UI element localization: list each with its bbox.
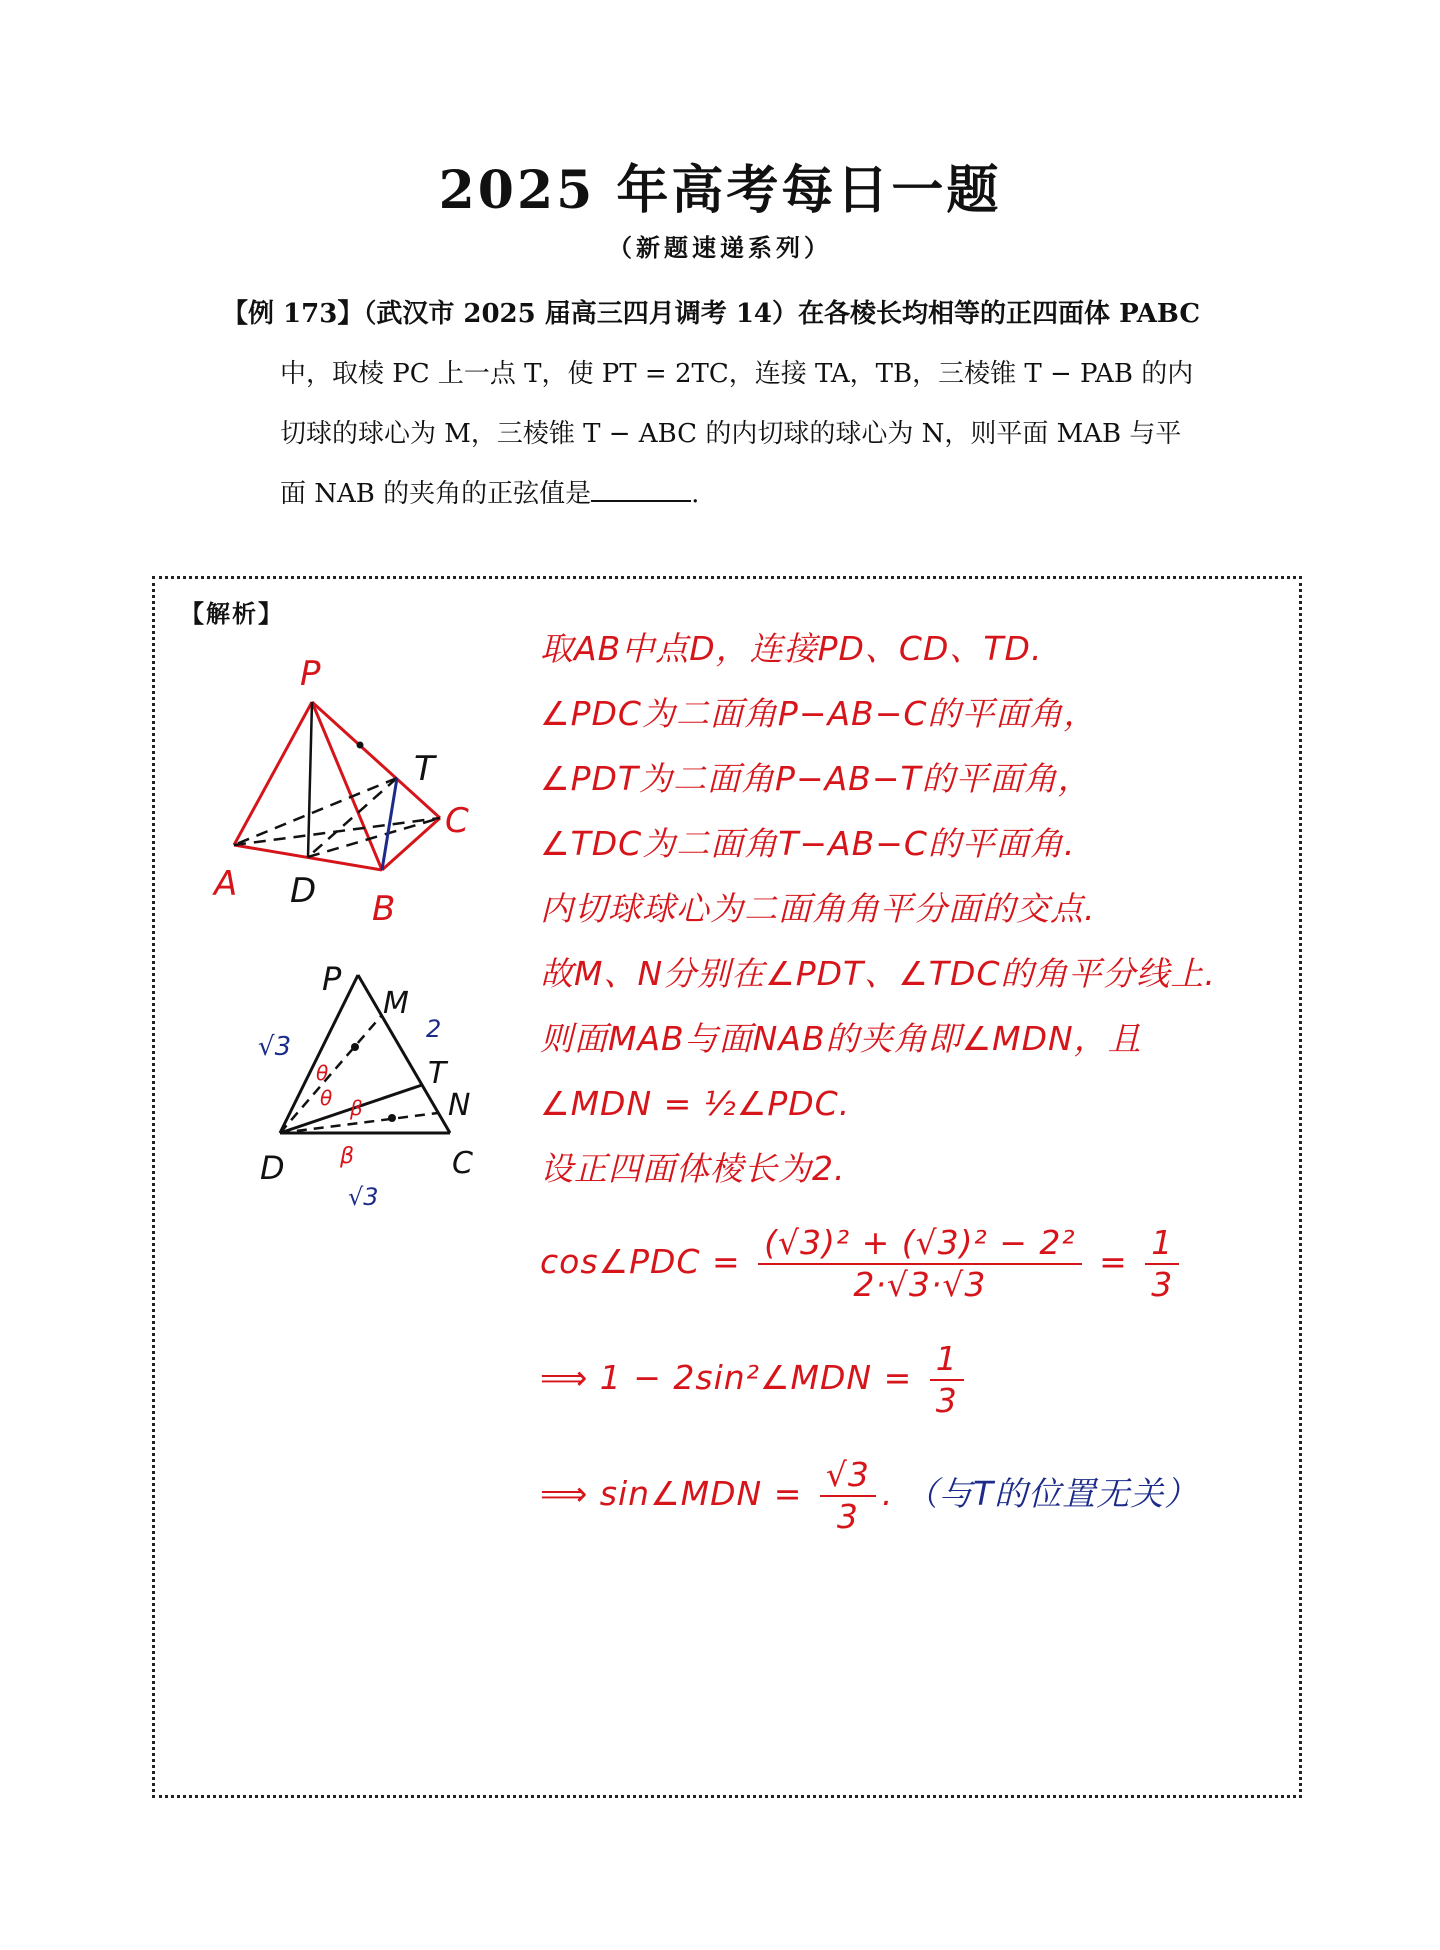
cos-equation: [540, 1207, 1300, 1317]
solution-label: 【解析】: [180, 599, 284, 628]
label-t: T: [414, 749, 435, 789]
label-a: A: [214, 864, 238, 904]
angle-theta-1: θ: [316, 1061, 329, 1085]
step-3-num: √3: [820, 1455, 876, 1497]
label-p: P: [300, 654, 321, 694]
solution-line-7: 则面MAB与面NAB的夹角即∠MDN，且: [540, 1019, 1142, 1058]
page-title: 2025 年高考每日一题: [438, 160, 1002, 221]
cos-result: [1145, 1223, 1179, 1305]
cos-denominator: 2·√3·√3: [853, 1264, 987, 1304]
handwritten-solution: [540, 616, 1300, 1549]
label-m: M: [383, 986, 409, 1021]
point-m: [351, 1043, 359, 1051]
problem-line-4-text: 面 NAB 的夹角的正弦值是: [280, 479, 592, 509]
problem-line-3: 切球的球心为 M，三棱锥 T − ABC 的内切球的球心为 N，则平面 MAB 与平: [280, 419, 1182, 449]
point-mark: [357, 742, 364, 749]
solution-line-4: ∠TDC为二面角T−AB−C的平面角.: [540, 824, 1076, 863]
problem-line-4-end: .: [691, 479, 700, 509]
cos-result-num: 1: [1145, 1223, 1179, 1265]
step-3-equation: [540, 1439, 1300, 1549]
problem-line-4: [222, 464, 1242, 524]
cos-fraction: [758, 1223, 1082, 1305]
step-3-prefix: ⟹ sin∠MDN =: [540, 1474, 803, 1513]
position-note: （与T的位置无关）: [904, 1474, 1199, 1513]
cos-prefix: cos∠PDC =: [540, 1242, 741, 1281]
step-3-den: 3: [836, 1496, 859, 1536]
cross-section-figure: [240, 955, 510, 1215]
label-sqrt3-bottom: √3: [348, 1183, 379, 1211]
page-subtitle: （新题速递系列）: [608, 233, 832, 262]
step-3-fraction: [820, 1455, 876, 1537]
tetrahedron-figure: [200, 640, 500, 930]
label-d: D: [290, 871, 317, 911]
label-b: B: [372, 889, 396, 929]
answer-blank: [591, 474, 691, 502]
step-2-den: 3: [935, 1380, 958, 1420]
solution-line-5: 内切球球心为二面角角平分面的交点.: [540, 889, 1096, 928]
angle-beta-2: β: [340, 1144, 355, 1169]
label-p2: P: [322, 960, 342, 998]
solution-line-1: 取AB中点D，连接PD、CD、TD.: [540, 629, 1043, 668]
cos-equals: =: [1099, 1242, 1128, 1281]
label-two: 2: [426, 1015, 442, 1043]
label-d2: D: [260, 1149, 285, 1187]
edge-pa: [234, 702, 312, 845]
solution-line-2: ∠PDC为二面角P−AB−C的平面角，: [540, 694, 1098, 733]
cos-numerator: (√3)² + (√3)² − 2²: [758, 1223, 1082, 1265]
point-n: [388, 1114, 396, 1122]
solution-line-6: 故M、N分别在∠PDT、∠TDC的角平分线上.: [540, 954, 1216, 993]
step-2-prefix: ⟹ 1 − 2sin²∠MDN =: [540, 1358, 913, 1397]
label-t2: T: [428, 1056, 447, 1091]
solution-line-3: ∠PDT为二面角P−AB−T的平面角，: [540, 759, 1092, 798]
step-3-dot: .: [881, 1474, 894, 1513]
step-2-equation: [540, 1323, 1300, 1433]
label-n: N: [448, 1088, 471, 1123]
problem-line-1: 【例 173】（武汉市 2025 届高三四月调考 14）在各棱长均相等的正四面体 PABC: [222, 299, 1201, 329]
label-c: C: [445, 801, 469, 841]
solution-line-9: 设正四面体棱长为2.: [540, 1149, 846, 1188]
label-sqrt3-left: √3: [258, 1032, 292, 1062]
step-2-fraction: [930, 1339, 964, 1421]
segment-pd: [308, 702, 312, 857]
angle-beta-1: β: [350, 1096, 363, 1120]
label-c2: C: [452, 1146, 473, 1181]
solution-line-8: ∠MDN = ½∠PDC.: [540, 1084, 851, 1123]
problem-statement: [222, 284, 1242, 524]
step-2-num: 1: [930, 1339, 964, 1381]
cos-result-den: 3: [1151, 1264, 1174, 1304]
problem-line-2: 中，取棱 PC 上一点 T，使 PT = 2TC，连接 TA，TB，三棱锥 T − PAB 的内: [280, 359, 1194, 389]
angle-theta-2: θ: [320, 1086, 333, 1110]
